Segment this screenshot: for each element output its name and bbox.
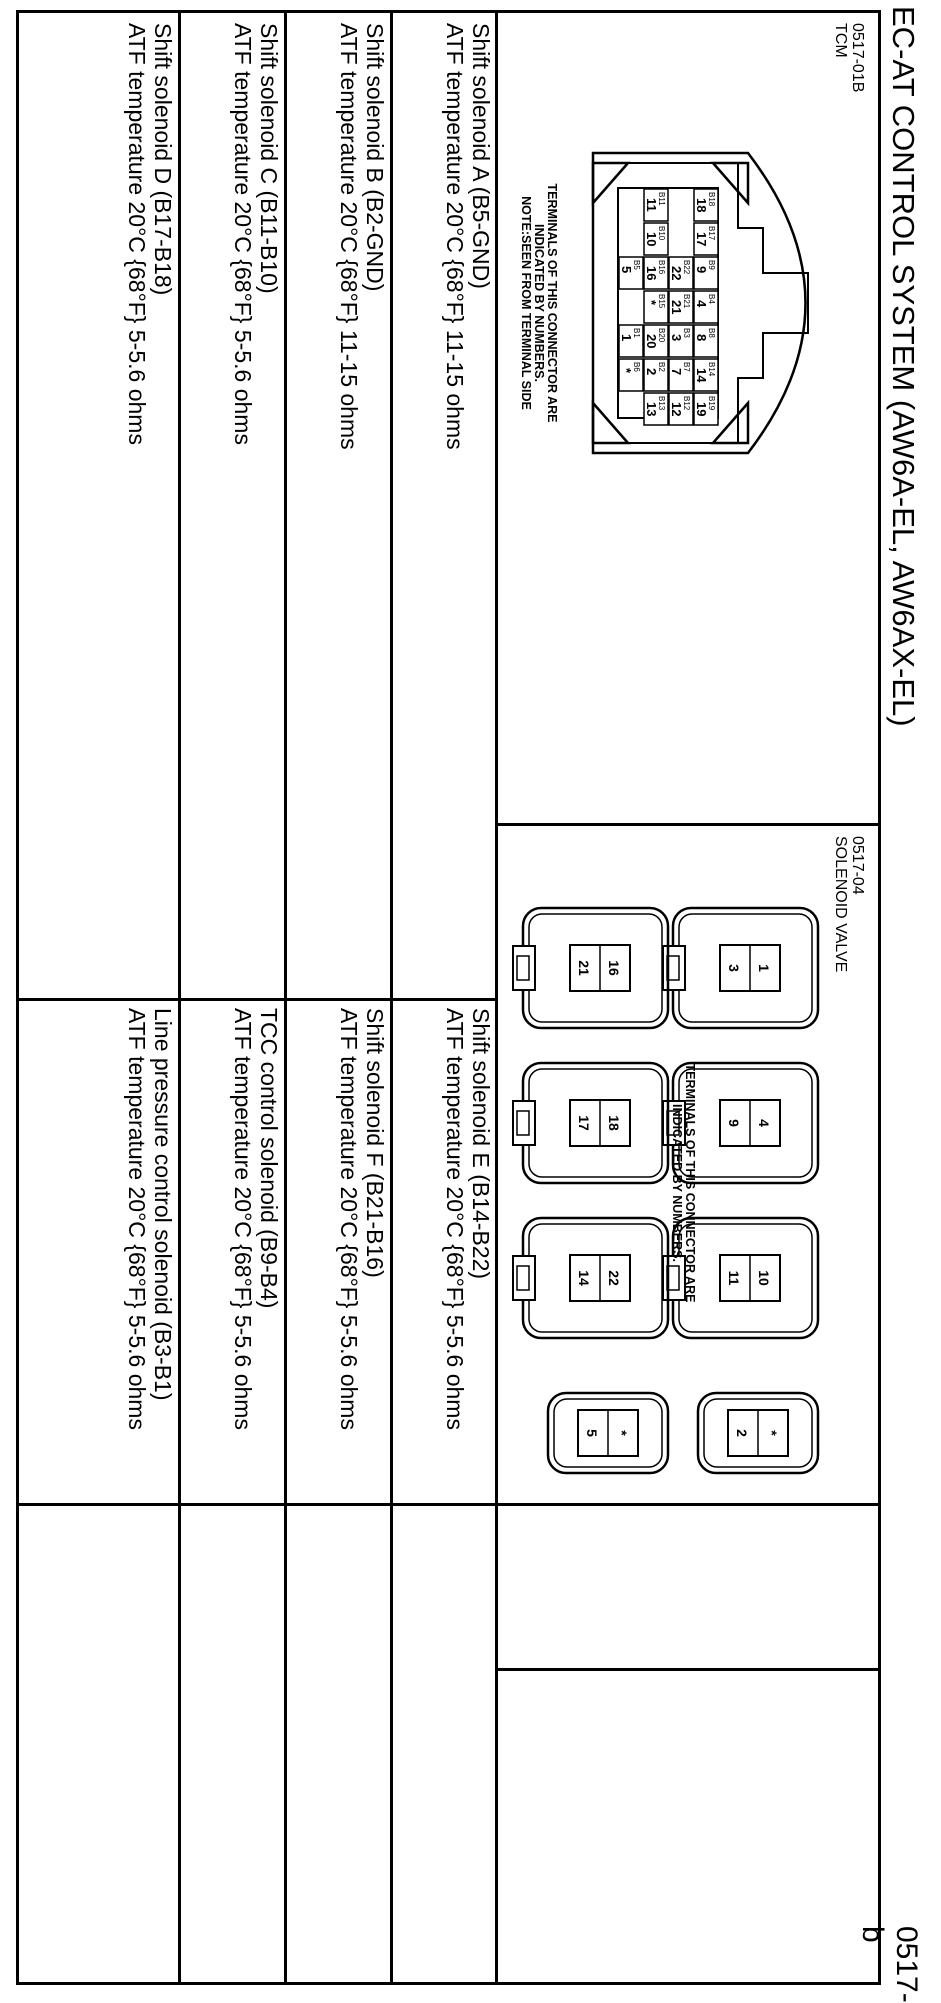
tcm-terminal-id: B13 [657,396,666,411]
tcm-terminal-id: B2 [657,362,666,372]
solenoid-label: SOLENOID VALVE [832,836,849,973]
tcm-terminal-number: 13 [644,402,659,417]
solenoid-terminal-number: 2 [734,1429,750,1437]
tcm-terminal-number: * [619,368,634,374]
solenoid-terminal-number: 4 [756,1119,772,1127]
solenoid-connector [548,1393,668,1473]
solenoid-terminal-number: 9 [726,1119,742,1127]
solenoid-terminal-number: 11 [726,1270,742,1286]
solenoid-terminal-number: 14 [576,1270,592,1286]
spec-cell-a: Shift solenoid A (B5-GND) ATF temperature 20°C {68°F} 11-15 ohms [442,23,494,450]
spec-cell-d: Shift solenoid D (B17-B18) ATF temperature 20°C {68°F} 5-5.6 ohms [124,23,176,445]
tcm-terminal-number: * [644,300,659,306]
tcm-terminal-number: 3 [669,334,684,342]
tcm-terminal-id: B21 [682,294,691,309]
tcm-terminal-id: B15 [657,294,666,309]
tcm-terminal-id: B22 [682,260,691,275]
solenoid-note: TERMINALS OF THIS CONNECTOR ARE INDICATED BY NUMBERS. [670,1063,697,1303]
tcm-terminal-number: 22 [669,266,684,281]
tcm-terminal-number: 14 [694,368,709,383]
spec-cell-line-pressure: Line pressure control solenoid (B3-B1) ATF temperature 20°C {68°F} 5-5.6 ohms [124,1008,176,1430]
tcm-terminal-id: B17 [707,226,716,241]
page-code: 0517-b [856,1926,923,2003]
solenoid-connector [513,1063,668,1183]
tcm-terminal-number: 8 [694,334,709,342]
tcm-terminal-id: B14 [707,362,716,377]
solenoid-terminal-number: 16 [606,960,622,976]
solenoid-terminal-number: 3 [726,964,742,972]
tcm-terminal-number: 18 [694,198,709,213]
tcm-terminal-number: 7 [669,368,684,376]
tcm-terminal-number: 17 [694,232,709,247]
solenoid-terminal-number: 10 [756,1270,772,1286]
solenoid-terminal-number: 17 [576,1115,592,1131]
solenoid-terminal-number: * [614,1430,630,1436]
tcm-terminal-number: 12 [669,402,684,417]
solenoid-terminal-number: 21 [576,960,592,976]
tcm-terminal-id: B16 [657,260,666,275]
solenoid-terminal-number: 18 [606,1115,622,1131]
panel-divider [19,1503,498,1506]
solenoid-connector [698,1393,818,1473]
solenoid-terminal-number: 5 [584,1429,600,1437]
tcm-terminal-id: B1 [632,328,641,338]
spec-cell-tcc: TCC control solenoid (B9-B4) ATF temperature 20°C {68°F} 5-5.6 ohms [230,1008,282,1430]
tcm-label: TCM [832,23,849,58]
solenoid-terminal-number: 1 [756,964,772,972]
solenoid-terminal-number: * [764,1430,780,1436]
tcm-terminal-id: B11 [657,192,666,206]
tcm-terminal-number: 11 [644,198,659,212]
page-title: EC-AT CONTROL SYSTEM (AW6A-EL, AW6AX-EL) [886,6,921,727]
spec-cell-e: Shift solenoid E (B14-B22) ATF temperature 20°C {68°F} 5-5.6 ohms [442,1008,494,1430]
tcm-terminal-id: B4 [707,294,716,304]
panel-divider [498,1503,878,1506]
solenoid-terminal-number: 22 [606,1270,622,1286]
spec-cell-f: Shift solenoid F (B21-B16) ATF temperature 20°C {68°F} 5-5.6 ohms [336,1008,388,1430]
diagram-frame [16,10,881,1985]
tcm-terminal-number: 16 [644,266,659,281]
tcm-code: 0517-01B TCM [832,23,866,93]
tcm-terminal-id: B18 [707,192,716,207]
spec-cell-c: Shift solenoid C (B11-B10) ATF temperature 20°C {68°F} 5-5.6 ohms [230,23,282,445]
table-col-divider [19,998,498,1001]
tcm-terminal-number: 21 [669,300,684,315]
tcm-terminal-number: 2 [644,368,659,376]
tcm-terminal-id: B3 [682,328,691,338]
tcm-terminal-id: B19 [707,396,716,411]
tcm-terminal-number: 5 [619,266,634,274]
tcm-terminal-id: B10 [657,226,666,241]
tcm-terminal-number: 1 [619,334,634,342]
tcm-terminal-id: B7 [682,362,691,372]
tcm-terminal-number: 19 [694,402,709,417]
solenoid-connector [663,908,818,1028]
tcm-terminal-id: B12 [682,396,691,411]
tcm-terminal-number: 4 [694,300,709,308]
solenoid-connector [513,1218,668,1338]
tcm-note: TERMINALS OF THIS CONNECTOR ARE INDICATED BY NUMBERS. NOTE:SEEN FROM TERMINAL SIDE [519,183,559,423]
tcm-terminal-id: B8 [707,328,716,338]
panel-divider [498,1668,878,1671]
solenoid-code: 0517-04 SOLENOID VALVE [832,836,866,973]
tcm-terminal-id: B5 [632,260,641,270]
solenoid-connector [513,908,668,1028]
tcm-terminal-number: 20 [644,334,659,349]
tcm-terminal-number: 10 [644,232,659,247]
tcm-terminal-id: B9 [707,260,716,270]
spec-cell-b: Shift solenoid B (B2-GND) ATF temperature 20°C {68°F} 11-15 ohms [336,23,388,450]
tcm-terminal-number: 9 [694,266,709,274]
tcm-terminal-id: B20 [657,328,666,343]
tcm-terminal-id: B6 [632,362,641,372]
